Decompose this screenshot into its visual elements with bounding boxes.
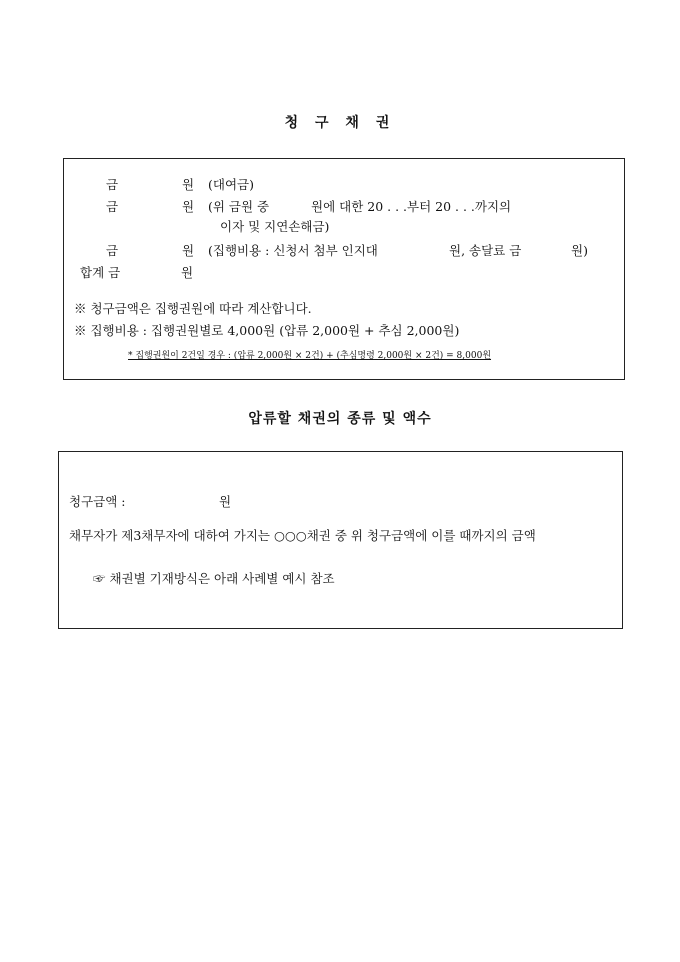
debt-box	[58, 451, 623, 629]
claim-row-1-label: 금	[106, 177, 119, 192]
claim-footnote: * 집행권원이 2건일 경우 : (압류 2,000원 × 2건) + (추심명령 2,000원 × 2건) = 8,000원	[128, 351, 492, 361]
claim-row-3-label: 금	[106, 243, 119, 258]
claim-row-3-note-b: 원, 송달료 금	[449, 243, 522, 258]
claim-row-2-label: 금	[106, 199, 119, 214]
claim-box	[63, 158, 625, 380]
claim-remark-1: ※ 청구금액은 집행권원에 따라 계산합니다.	[74, 301, 312, 316]
claim-remark-2: ※ 집행비용 : 집행권원별로 4,000원 (압류 2,000원 + 추심 2,000원)	[74, 323, 460, 338]
debt-amount-unit: 원	[219, 494, 232, 509]
claim-total-label: 합계 금	[80, 265, 121, 280]
claim-row-2-unit: 원	[182, 199, 195, 214]
claim-row-2-note: (위 금원 중	[208, 199, 270, 214]
debt-description: 채무자가 제3채무자에 대하여 가지는 ○○○채권 중 위 청구금액에 이를 때까지의 금액	[69, 528, 536, 543]
claim-row-3-note-c: 원)	[571, 243, 588, 258]
debt-title: 압류할 채권의 종류 및 액수	[248, 411, 432, 427]
claim-row-1-unit: 원	[182, 177, 195, 192]
debt-amount-label: 청구금액 :	[69, 494, 126, 509]
claim-row-2-continuation: 이자 및 지연손해금)	[220, 219, 330, 234]
claim-row-3-note: (집행비용 : 신청서 첨부 인지대	[208, 243, 378, 258]
claim-total-unit: 원	[181, 265, 194, 280]
claim-row-2-note-b: 원에 대한 20 . . .부터 20 . . .까지의	[311, 199, 512, 214]
claim-title: 청 구 채 권	[284, 115, 396, 131]
claim-row-3-unit: 원	[182, 243, 195, 258]
debt-reference: ☞ 채권별 기재방식은 아래 사례별 예시 참조	[93, 571, 335, 586]
claim-row-1-note: (대여금)	[208, 177, 254, 192]
